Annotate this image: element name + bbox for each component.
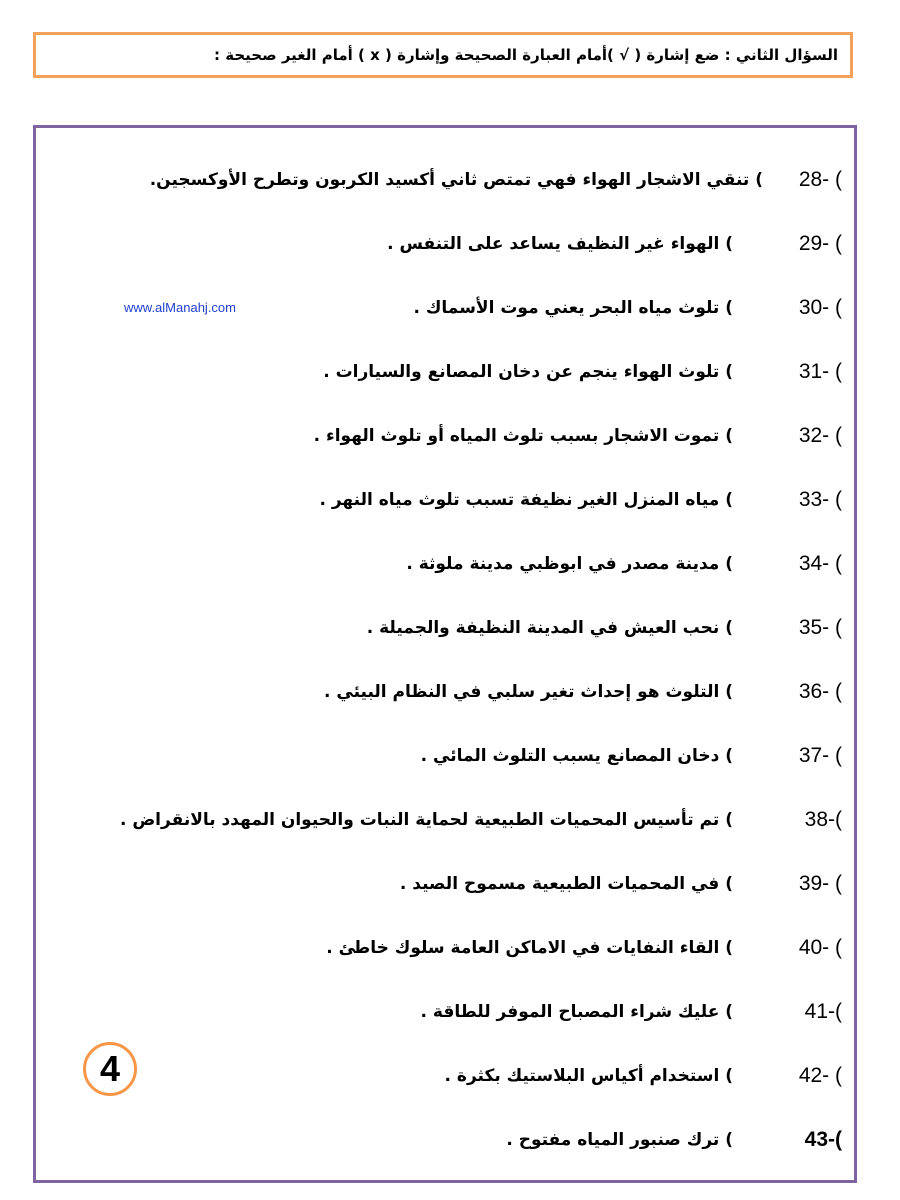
item-number: 41-( xyxy=(804,1000,842,1023)
item-number: 36- ( xyxy=(798,680,842,703)
item-statement: ) عليك شراء المصباح الموفر للطاقة . xyxy=(420,1002,733,1022)
questions-panel xyxy=(33,125,857,1183)
page-number: 4 xyxy=(99,1048,121,1089)
item-number: 39- ( xyxy=(798,872,842,895)
item-number: 33- ( xyxy=(798,488,842,511)
list-item xyxy=(36,930,854,966)
list-item xyxy=(36,994,854,1030)
list-item xyxy=(36,610,854,646)
item-statement: ) تلوث الهواء ينجم عن دخان المصانع والسيارات . xyxy=(323,362,733,382)
item-statement: ) دخان المصانع يسبب التلوث المائي . xyxy=(420,746,733,766)
item-statement: ) الهواء غير النظيف يساعد على التنفس . xyxy=(387,234,733,254)
item-statement: ) مياه المنزل الغير نظيفة تسبب تلوث مياه النهر . xyxy=(319,490,733,510)
list-item xyxy=(36,802,854,838)
item-number: 31- ( xyxy=(798,360,842,383)
list-item xyxy=(36,866,854,902)
item-number: 32- ( xyxy=(798,424,842,447)
item-number: 35- ( xyxy=(798,616,842,639)
list-item xyxy=(36,162,854,198)
item-number: 37- ( xyxy=(798,744,842,767)
list-item xyxy=(36,482,854,518)
item-number: 29- ( xyxy=(798,232,842,255)
item-statement: ) مدينة مصدر في ابوظبي مدينة ملوثة . xyxy=(406,554,733,574)
list-item xyxy=(36,1058,854,1094)
item-number: 34- ( xyxy=(798,552,842,575)
list-item xyxy=(36,354,854,390)
instruction-text: السؤال الثاني : ضع إشارة ( √ )أمام العبارة الصحيحة وإشارة ( x ) أمام الغير صحيحة : xyxy=(214,46,838,64)
list-item xyxy=(36,1122,854,1158)
item-statement: ) تم تأسيس المحميات الطبيعية لحماية النبات والحيوان المهدد بالانقراض . xyxy=(119,810,733,830)
item-number: 38-( xyxy=(804,808,842,831)
item-number: 42- ( xyxy=(798,1064,842,1087)
item-statement: ) تلوث مياه البحر يعني موت الأسماك . xyxy=(413,298,733,318)
item-number: 28- ( xyxy=(798,168,842,191)
list-item xyxy=(36,418,854,454)
instruction-box xyxy=(33,32,853,78)
list-item xyxy=(36,738,854,774)
list-item xyxy=(36,674,854,710)
item-statement: ) القاء النفايات في الاماكن العامة سلوك خاطئ . xyxy=(326,938,733,958)
watermark-text: www.alManahj.com xyxy=(124,300,236,315)
list-item xyxy=(36,546,854,582)
item-statement: ) استخدام أكياس البلاستيك بكثرة . xyxy=(444,1066,733,1086)
item-number: 40- ( xyxy=(798,936,842,959)
item-statement: ) نحب العيش في المدينة النظيفة والجميلة . xyxy=(366,618,733,638)
list-item xyxy=(36,226,854,262)
item-statement: ) التلوث هو إحداث تغير سلبي في النظام البيئي . xyxy=(324,682,733,702)
item-number: 43-( xyxy=(804,1128,842,1151)
item-statement: ) ترك صنبور المياه مفتوح . xyxy=(506,1130,733,1150)
item-number: 30- ( xyxy=(798,296,842,319)
item-statement: ) في المحميات الطبيعية مسموح الصيد . xyxy=(399,874,733,894)
page-number-badge xyxy=(83,1042,137,1096)
item-statement: ) تنقي الاشجار الهواء فهي تمتص ثاني أكسيد الكربون وتطرح الأوكسجين. xyxy=(149,170,763,190)
item-statement: ) تموت الاشجار بسبب تلوث المياه أو تلوث الهواء . xyxy=(313,426,733,446)
